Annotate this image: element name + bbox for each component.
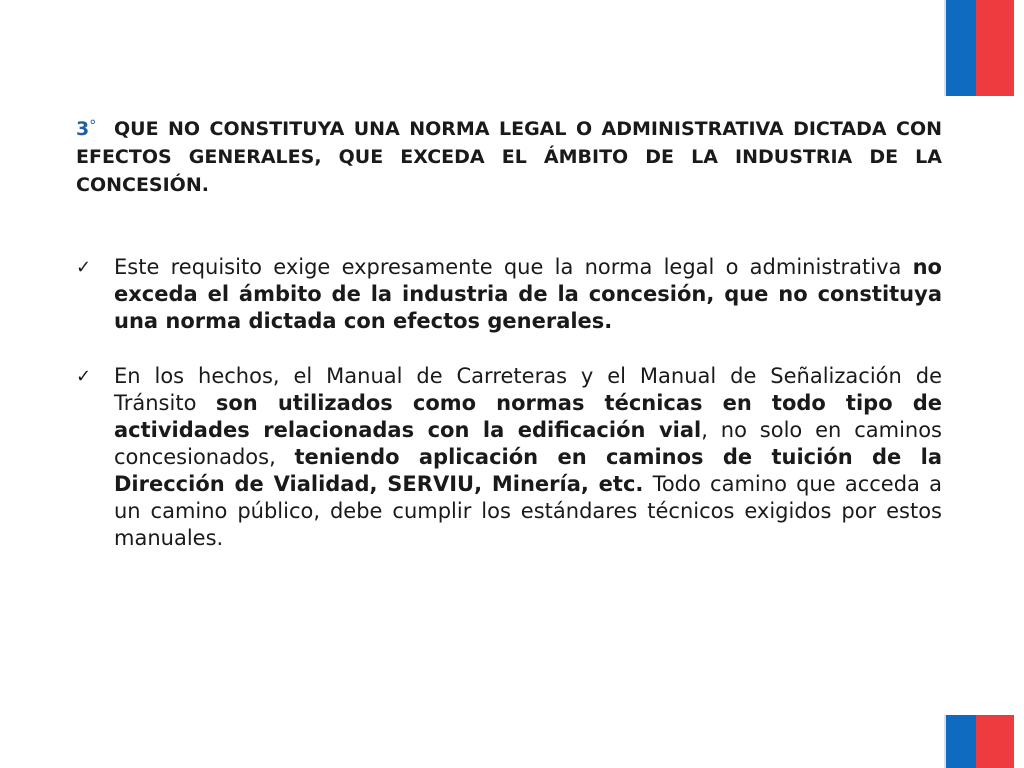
flag-blue-bar xyxy=(944,0,976,96)
flag-red-bar xyxy=(976,0,1014,96)
bullet-text-2 xyxy=(114,363,942,552)
flag-decoration-bottom xyxy=(944,715,1014,768)
bullet-text-1 xyxy=(114,254,942,335)
heading-number-digit: 3 xyxy=(76,118,90,140)
heading-text: QUE NO CONSTITUYA UNA NORMA LEGAL O ADMINISTRATIVA DICTADA CON EFECTOS GENERALES, QUE EXCEDA EL ÁMBITO DE LA INDUSTRIA DE LA CONCESIÓN. xyxy=(76,118,942,196)
bullet-item-1 xyxy=(76,254,942,335)
bullet-2-segment-3: , no solo en caminos concesionados, xyxy=(114,418,943,469)
bullet-2-segment-2: son utilizados como normas técnicas en todo tipo de actividades relacionadas con la edificación vial xyxy=(114,391,942,442)
heading-number xyxy=(76,112,114,143)
bullet-2-segment-5: Todo camino que acceda a un camino público, debe cumplir los estándares técnicos exigidos por estos manuales. xyxy=(114,472,942,550)
flag-blue-bar xyxy=(944,715,976,768)
flag-decoration-top xyxy=(944,0,1014,96)
bullet-1-segment-1: Este requisito exige expresamente que la norma legal o administrativa xyxy=(114,255,913,279)
flag-red-bar xyxy=(976,715,1014,768)
bullet-list xyxy=(76,254,942,580)
bullet-2-segment-1: En los hechos, el Manual de Carreteras y el Manual de Señalización de Tránsito xyxy=(114,364,942,415)
heading-degree: ° xyxy=(89,118,97,134)
section-heading xyxy=(76,112,942,199)
checkmark-icon: ✓ xyxy=(76,257,92,278)
bullet-item-2 xyxy=(76,363,942,552)
bullet-2-segment-4: teniendo aplicación en caminos de tuición de la Dirección de Vialidad, SERVIU, Minería, etc. xyxy=(114,445,942,496)
checkmark-icon: ✓ xyxy=(76,366,92,387)
bullet-1-segment-2: no exceda el ámbito de la industria de la concesión, que no constituya una norma dictada con efectos generales. xyxy=(114,255,942,333)
